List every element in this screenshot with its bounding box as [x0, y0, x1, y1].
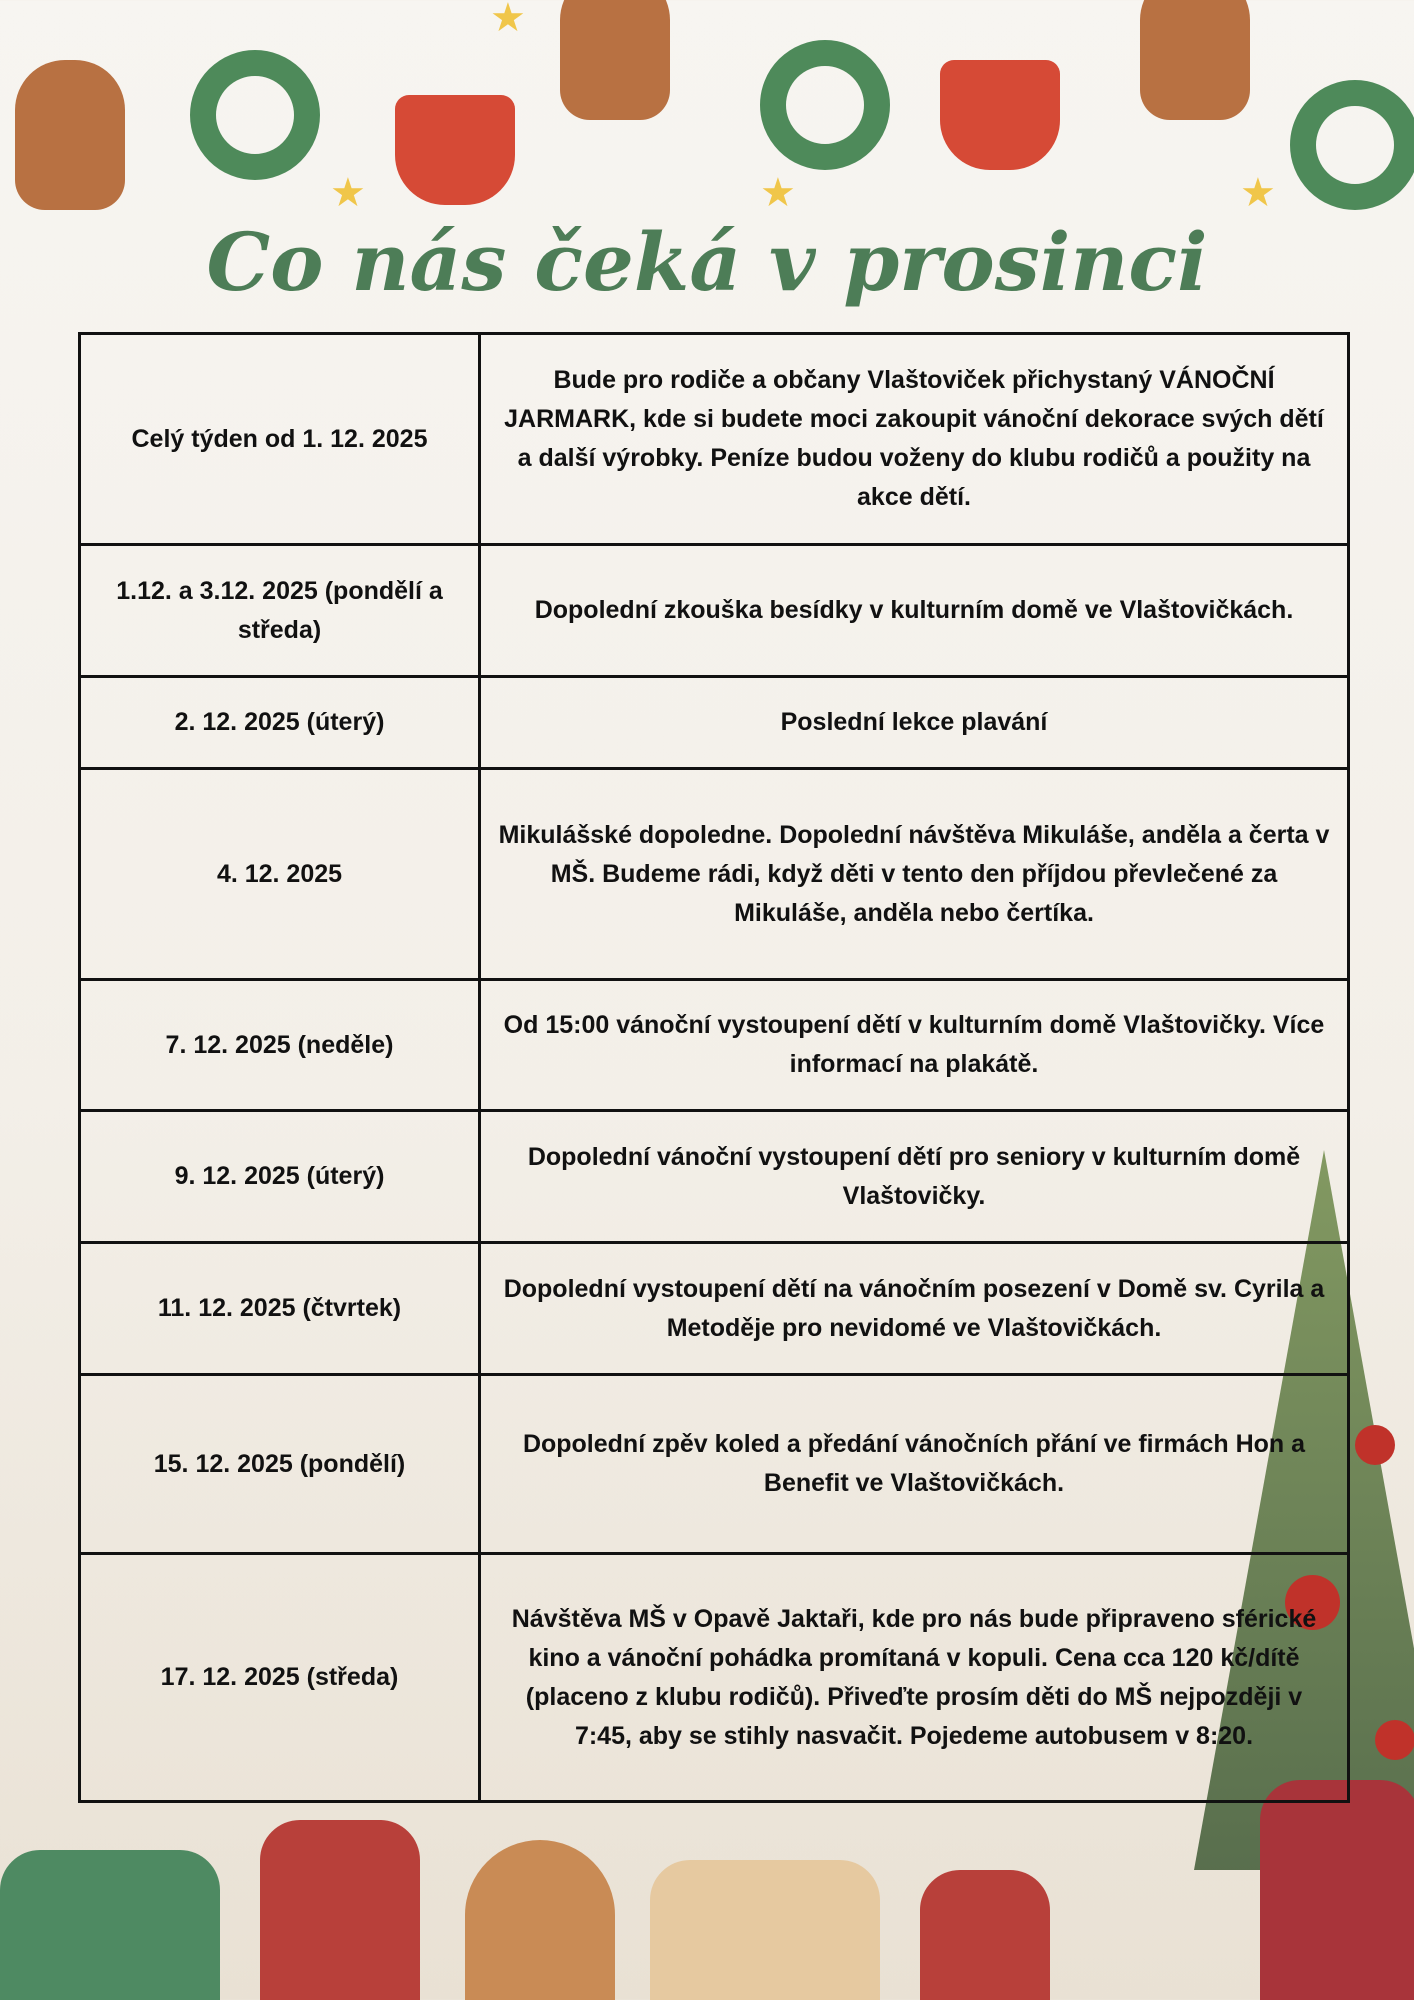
table-row: [80, 980, 1349, 1111]
gingerbread-man-decoration: [15, 60, 125, 210]
row-date: 1.12. a 3.12. 2025 (pondělí a středa): [80, 545, 480, 677]
ornament-decoration: [1355, 1425, 1395, 1465]
table-row: [80, 334, 1349, 545]
star-icon: ★: [1240, 171, 1276, 215]
row-description: Bude pro rodiče a občany Vlaštoviček přichystaný VÁNOČNÍ JARMARK, kde si budete moci zakoupit vánoční dekorace svých dětí a další výrobky. Peníze budou voženy do klubu rodičů a použity na akce dětí.: [480, 334, 1349, 545]
table-row: [80, 1375, 1349, 1554]
star-icon: ★: [760, 171, 796, 215]
row-description: Poslední lekce plavání: [480, 677, 1349, 769]
wreath-decoration: [190, 50, 320, 180]
table-row: [80, 1111, 1349, 1243]
gingerbread-man-decoration: [560, 0, 670, 120]
row-description: Dopolední zkouška besídky v kulturním domě ve Vlaštovičkách.: [480, 545, 1349, 677]
cookie-gift-decoration: [650, 1860, 880, 2000]
row-description: Návštěva MŠ v Opavě Jaktaři, kde pro nás bude připraveno sférické kino a vánoční pohádka promítaná v kopuli. Cena cca 120 kč/dítě (placeno z klubu rodičů). Přiveďte prosím děti do MŠ nejpozději v 7:45, aby se stihly nasvačit. Pojedeme autobusem v 8:20.: [480, 1554, 1349, 1802]
row-description: Dopolední vystoupení dětí na vánočním posezení v Domě sv. Cyrila a Metoděje pro nevidomé ve Vlaštovičkách.: [480, 1243, 1349, 1375]
row-description: Mikulášské dopoledne. Dopolední návštěva Mikuláše, anděla a čerta v MŠ. Budeme rádi, když děti v tento den příjdou převlečené za Mikuláše, anděla nebo čertíka.: [480, 769, 1349, 980]
wreath-decoration: [1290, 80, 1414, 210]
schedule-table: [78, 332, 1350, 1803]
cookie-stocking-decoration: [920, 1870, 1050, 2000]
cookie-gingerbread-decoration: [465, 1840, 615, 2000]
row-date: 4. 12. 2025: [80, 769, 480, 980]
table-row: [80, 1243, 1349, 1375]
table-row: [80, 1554, 1349, 1802]
cookie-house-decoration: [1260, 1780, 1414, 2000]
ornament-decoration: [1375, 1720, 1414, 1760]
row-date: 15. 12. 2025 (pondělí): [80, 1375, 480, 1554]
row-date: 11. 12. 2025 (čtvrtek): [80, 1243, 480, 1375]
table-row: [80, 769, 1349, 980]
row-date: Celý týden od 1. 12. 2025: [80, 334, 480, 545]
wreath-decoration: [760, 40, 890, 170]
cookie-mitten-decoration: [260, 1820, 420, 2000]
table-row: [80, 677, 1349, 769]
page-title: Co nás čeká v prosinci: [206, 215, 1208, 309]
star-icon: ★: [490, 0, 526, 40]
row-date: 17. 12. 2025 (středa): [80, 1554, 480, 1802]
row-date: 2. 12. 2025 (úterý): [80, 677, 480, 769]
table-row: [80, 545, 1349, 677]
mug-decoration: [940, 60, 1060, 170]
row-date: 7. 12. 2025 (neděle): [80, 980, 480, 1111]
mug-decoration: [395, 95, 515, 205]
cookie-tree-decoration: [0, 1850, 220, 2000]
row-description: Dopolední vánoční vystoupení dětí pro seniory v kulturním domě Vlaštovičky.: [480, 1111, 1349, 1243]
row-description: Dopolední zpěv koled a předání vánočních přání ve firmách Hon a Benefit ve Vlaštovičkách.: [480, 1375, 1349, 1554]
star-icon: ★: [330, 171, 366, 215]
row-date: 9. 12. 2025 (úterý): [80, 1111, 480, 1243]
gingerbread-man-decoration: [1140, 0, 1250, 120]
row-description: Od 15:00 vánoční vystoupení dětí v kulturním domě Vlaštovičky. Více informací na plakátě.: [480, 980, 1349, 1111]
